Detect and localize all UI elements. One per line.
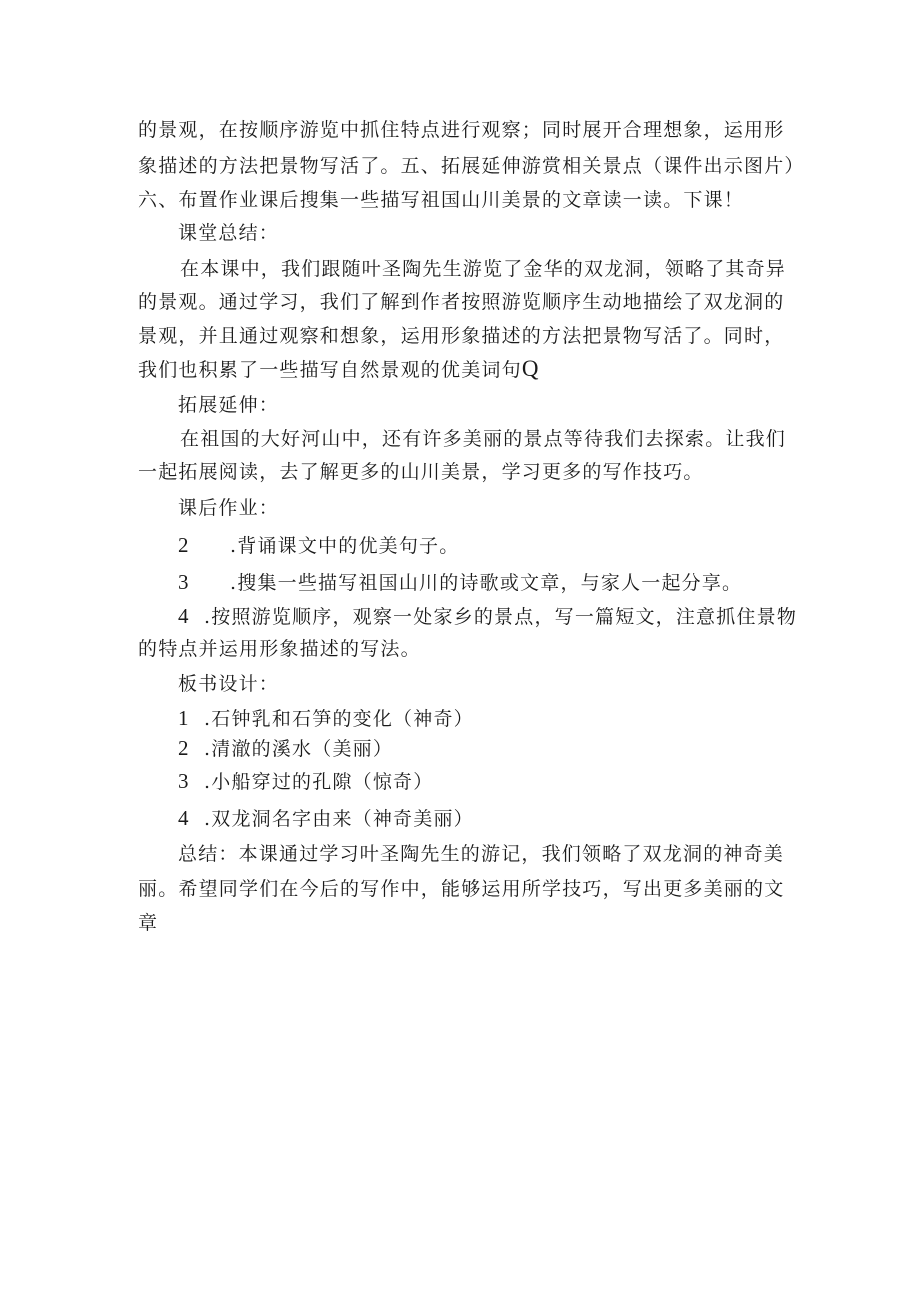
paragraph-line: 章 (138, 912, 159, 934)
board-item (178, 769, 433, 794)
homework-item-number: 2 (178, 533, 190, 557)
paragraph-line (138, 357, 538, 382)
paragraph-line: 在本课中，我们跟随叶圣陶先生游览了金华的双龙洞，领略了其奇异 (180, 258, 787, 280)
paragraph-line: 六、布置作业课后搜集一些描写祖国山川美景的文章读一读。下课！ (138, 189, 745, 211)
board-item-number: 2 (178, 736, 190, 760)
paragraph-line: 在祖国的大好河山中，还有许多美丽的景点等待我们去探索。让我们 (180, 428, 787, 450)
board-item-text: .双龙洞名字由来（神奇美丽） (204, 808, 474, 830)
homework-item-text: .背诵课文中的优美句子。 (230, 535, 460, 557)
homework-item-number: 3 (178, 570, 190, 594)
board-item (178, 806, 474, 831)
paragraph-line: 的景观，在按顺序游览中抓住特点进行观察；同时展开合理想象，运用形 (138, 119, 785, 141)
homework-item-text: .按照游览顺序，观察一处家乡的景点，写一篇短文，注意抓住景物 (204, 606, 798, 628)
board-item-number: 1 (178, 706, 190, 730)
board-heading: 板书设计： (178, 673, 280, 695)
board-item-text: .小船穿过的孔隙（惊奇） (204, 771, 434, 793)
paragraph-line: 丽。希望同学们在今后的写作中，能够运用所学技巧，写出更多美丽的文 (138, 878, 785, 900)
paragraph-line: 的景观。通过学习，我们了解到作者按照游览顺序生动地描绘了双龙洞的 (138, 291, 785, 313)
summary-heading: 课堂总结： (178, 222, 280, 244)
paragraph-line: 象描述的方法把景物写活了。五、拓展延伸游赏相关景点（课件出示图片） (138, 155, 805, 177)
homework-item (178, 604, 797, 629)
paragraph-line: 总结：本课通过学习叶圣陶先生的游记，我们领略了双龙洞的神奇美 (178, 843, 785, 865)
homework-item (178, 533, 459, 558)
board-item-text: .清澈的溪水（美丽） (204, 738, 394, 760)
board-item (178, 706, 474, 731)
paragraph-line: 景观，并且通过观察和想象，运用形象描述的方法把景物写活了。同时， (138, 325, 785, 347)
paragraph-line: 一起拓展阅读，去了解更多的山川美景，学习更多的写作技巧。 (138, 461, 704, 483)
homework-item-text: .搜集一些描写祖国山川的诗歌或文章，与家人一起分享。 (230, 572, 743, 594)
stray-q-mark: Q (521, 356, 539, 381)
extend-heading: 拓展延伸： (178, 394, 280, 416)
homework-item-number: 4 (178, 604, 190, 628)
homework-item (178, 570, 742, 595)
board-item-number: 4 (178, 806, 190, 830)
paragraph-line: 的特点并运用形象描述的写法。 (138, 638, 421, 660)
board-item (178, 736, 393, 761)
homework-heading: 课后作业： (178, 497, 280, 519)
summary-last-line-text: 我们也积累了一些描写自然景观的优美词句 (138, 359, 522, 381)
board-item-number: 3 (178, 769, 190, 793)
board-item-text: .石钟乳和石笋的变化（神奇） (204, 708, 474, 730)
